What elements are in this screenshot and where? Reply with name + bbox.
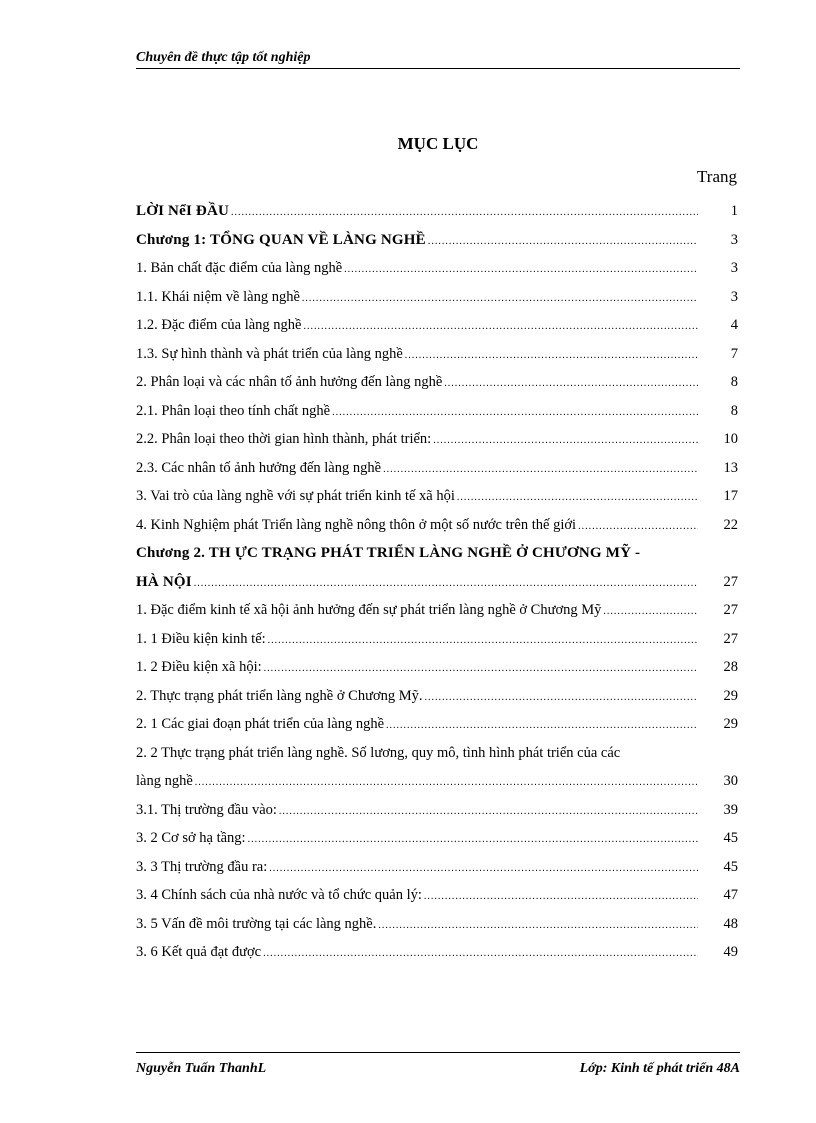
toc-entry[interactable] bbox=[136, 340, 738, 369]
toc-entry-page: 39 bbox=[723, 801, 738, 818]
toc-entry[interactable] bbox=[136, 511, 738, 540]
toc-entry[interactable] bbox=[136, 938, 738, 967]
toc-entry-page: 8 bbox=[730, 402, 738, 419]
toc-entry-title: 2. Thực trạng phát triển làng nghề ở Chương Mỹ. bbox=[136, 687, 423, 704]
toc-entry-page: 8 bbox=[730, 374, 738, 390]
toc-entry-title: 3. 6 Kết quả đạt được bbox=[136, 944, 262, 960]
toc-entry-page: 3 bbox=[730, 231, 738, 248]
toc-leader-dots bbox=[269, 855, 698, 884]
toc-entry-title: Chương 1: TỔNG QUAN VỀ LÀNG NGHỀ bbox=[136, 231, 426, 248]
toc-leader-dots bbox=[444, 370, 698, 399]
toc-entry[interactable] bbox=[136, 910, 738, 939]
toc-entry[interactable] bbox=[136, 425, 738, 454]
toc-entry-title: 4. Kinh Nghiệm phát Triển làng nghề nông thôn ở một số nước trên thế giới bbox=[136, 516, 577, 533]
toc-entry[interactable] bbox=[136, 767, 738, 796]
toc-entry-page: 27 bbox=[723, 573, 738, 590]
toc-leader-dots bbox=[194, 570, 698, 599]
toc-leader-dots bbox=[303, 313, 698, 342]
toc-leader-dots bbox=[383, 456, 698, 485]
toc-entry-page: 3 bbox=[730, 260, 738, 276]
toc-entry-title: Chương 2. TH ỰC TRẠNG PHÁT TRIỂN LÀNG NGHỀ Ở CHƯƠNG MỸ - bbox=[136, 545, 641, 561]
toc-entry-title: 3. Vai trò của làng nghề với sự phát triển kinh tế xã hội bbox=[136, 488, 455, 504]
toc-leader-dots bbox=[457, 484, 698, 513]
toc-entry[interactable] bbox=[136, 596, 738, 625]
toc-entry[interactable] bbox=[136, 881, 738, 910]
toc-leader-dots bbox=[386, 712, 698, 741]
toc-leader-dots bbox=[279, 798, 698, 827]
toc-leader-dots bbox=[428, 228, 698, 257]
page-header bbox=[136, 50, 740, 69]
toc-leader-dots bbox=[268, 627, 698, 656]
toc-entry[interactable] bbox=[136, 454, 738, 483]
toc-entry-title: 1.3. Sự hình thành và phát triển của làng nghề bbox=[136, 345, 403, 362]
toc-entry-page: 47 bbox=[723, 887, 738, 903]
toc-entry[interactable] bbox=[136, 824, 738, 853]
toc-entry-title: làng nghề bbox=[136, 773, 193, 789]
toc-entry-page: 48 bbox=[723, 915, 738, 932]
toc-entry[interactable] bbox=[136, 539, 738, 568]
toc-entry-title: 1. 1 Điều kiện kinh tế: bbox=[136, 630, 266, 647]
toc-entry[interactable] bbox=[136, 710, 738, 739]
toc-entry-page: 29 bbox=[723, 687, 738, 704]
toc-entry-page: 27 bbox=[723, 630, 738, 647]
toc-entry-page: 3 bbox=[730, 288, 738, 305]
toc-leader-dots bbox=[264, 655, 698, 684]
toc-entry-page: 27 bbox=[723, 602, 738, 618]
toc-entry-title: LỜI NểI ĐẦU bbox=[136, 203, 230, 219]
toc-leader-dots bbox=[425, 684, 698, 713]
toc-entry-title: 2.2. Phân loại theo thời gian hình thành, phát triển: bbox=[136, 431, 432, 447]
page-column-label: Trang bbox=[697, 167, 737, 186]
toc-entry-page: 4 bbox=[730, 317, 738, 333]
toc-entry[interactable] bbox=[136, 682, 738, 711]
toc-entry-title: 2. 1 Các giai đoạn phát triển của làng nghề bbox=[136, 716, 385, 732]
toc-entry[interactable] bbox=[136, 368, 738, 397]
toc-entry-title: 3.1. Thị trường đầu vào: bbox=[136, 801, 277, 818]
toc-entry-title: 3. 2 Cơ sở hạ tầng: bbox=[136, 830, 246, 846]
table-of-contents bbox=[136, 197, 738, 967]
toc-entry-title: 3. 4 Chính sách của nhà nước và tổ chức quản lý: bbox=[136, 887, 422, 903]
toc-entry-page: 17 bbox=[723, 488, 738, 504]
footer-author: Nguyễn Tuấn ThanhL bbox=[136, 1061, 267, 1076]
toc-entry[interactable] bbox=[136, 482, 738, 511]
toc-entry[interactable] bbox=[136, 853, 738, 882]
page-footer bbox=[136, 1052, 740, 1077]
toc-entry-page: 28 bbox=[723, 659, 738, 675]
toc-leader-dots bbox=[433, 427, 698, 456]
toc-entry-page: 1 bbox=[730, 203, 738, 219]
toc-entry-page: 30 bbox=[723, 773, 738, 789]
toc-leader-dots bbox=[332, 399, 698, 428]
toc-entry-title: 1. 2 Điều kiện xã hội: bbox=[136, 659, 262, 675]
toc-entry-page: 22 bbox=[723, 516, 738, 533]
toc-entry-page: 29 bbox=[723, 716, 738, 732]
toc-leader-dots bbox=[424, 883, 698, 912]
toc-entry[interactable] bbox=[136, 625, 738, 654]
toc-leader-dots bbox=[405, 342, 698, 371]
toc-leader-dots bbox=[302, 285, 698, 314]
toc-entry[interactable] bbox=[136, 311, 738, 340]
toc-entry-title: HÀ NỘI bbox=[136, 573, 192, 590]
toc-entry[interactable] bbox=[136, 796, 738, 825]
toc-leader-dots bbox=[603, 598, 698, 627]
header-text: Chuyên đề thực tập tốt nghiệp bbox=[136, 50, 311, 65]
footer-class: Lớp: Kinh tế phát triển 48A bbox=[579, 1061, 740, 1076]
toc-leader-dots bbox=[248, 826, 698, 855]
toc-leader-dots bbox=[578, 513, 698, 542]
toc-entry[interactable] bbox=[136, 653, 738, 682]
toc-leader-dots bbox=[231, 199, 698, 228]
toc-entry-title: 2.3. Các nhân tố ảnh hưởng đến làng nghề bbox=[136, 459, 382, 476]
toc-entry-page: 13 bbox=[723, 459, 738, 476]
toc-entry-title: 2.1. Phân loại theo tính chất nghề bbox=[136, 402, 331, 419]
toc-entry[interactable] bbox=[136, 397, 738, 426]
toc-entry-title: 1.2. Đặc điểm của làng nghề bbox=[136, 317, 302, 333]
toc-entry-title: 1. Bản chất đặc điểm của làng nghề bbox=[136, 260, 343, 276]
toc-entry-page: 49 bbox=[723, 944, 738, 960]
toc-entry-title: 1. Đặc điểm kinh tế xã hội ảnh hưởng đến sự phát triển làng nghề ở Chương Mỹ bbox=[136, 602, 602, 618]
toc-entry-page: 7 bbox=[730, 345, 738, 362]
toc-entry[interactable] bbox=[136, 197, 738, 226]
toc-entry[interactable] bbox=[136, 568, 738, 597]
toc-entry[interactable] bbox=[136, 254, 738, 283]
toc-entry-title: 2. 2 Thực trạng phát triển làng nghề. Số lương, quy mô, tình hình phát triển của các bbox=[136, 744, 621, 761]
toc-entry-page: 45 bbox=[723, 858, 738, 875]
toc-entry[interactable] bbox=[136, 739, 738, 768]
toc-entry[interactable] bbox=[136, 283, 738, 312]
toc-entry-title: 3. 5 Vấn đề môi trường tại các làng nghề. bbox=[136, 915, 377, 932]
toc-entry-title: 1.1. Khái niệm về làng nghề bbox=[136, 288, 300, 305]
toc-entry-title: 2. Phân loại và các nhân tố ảnh hưởng đến làng nghề bbox=[136, 374, 443, 390]
toc-leader-dots bbox=[378, 912, 698, 941]
toc-entry-title: 3. 3 Thị trường đầu ra: bbox=[136, 858, 268, 875]
toc-leader-dots bbox=[263, 940, 698, 969]
toc-leader-dots bbox=[344, 256, 698, 285]
toc-entry-page: 45 bbox=[723, 830, 738, 846]
toc-entry-page: 10 bbox=[723, 431, 738, 447]
page-title: MỤC LỤC bbox=[397, 134, 479, 153]
toc-entry[interactable] bbox=[136, 226, 738, 255]
toc-leader-dots bbox=[195, 769, 698, 798]
